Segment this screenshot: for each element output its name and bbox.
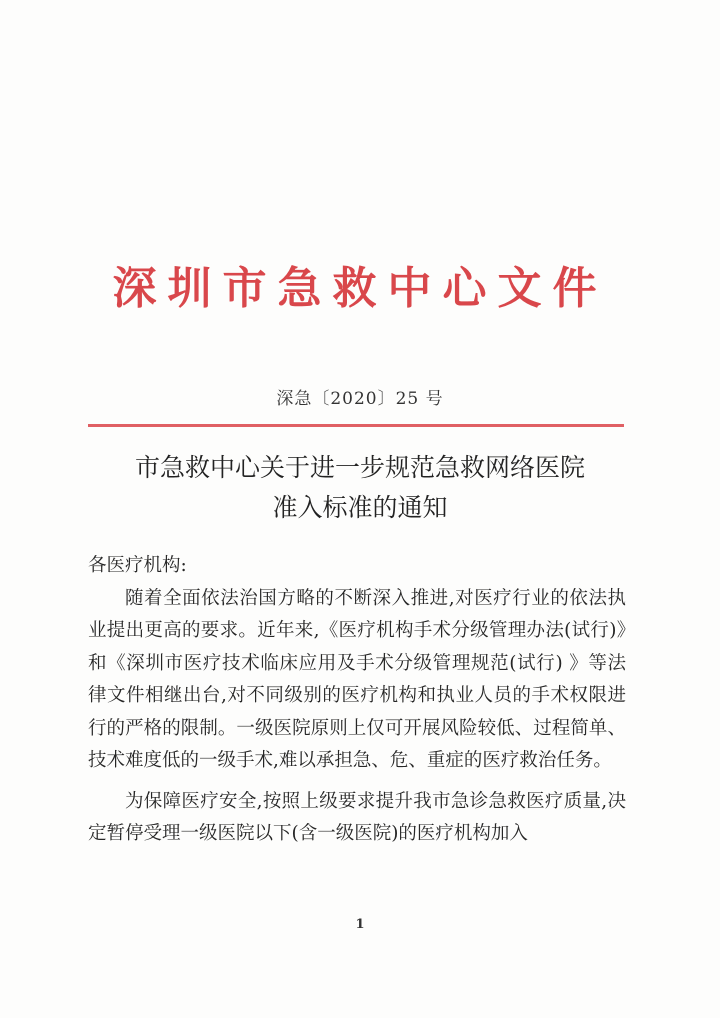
body-paragraph-1: 随着全面依法治国方略的不断深入推进,对医疗行业的依法执业提出更高的要求。近年来,《医疗机构手术分级管理办法(试行)》和《深圳市医疗技术临床应用及手术分级管理规范(试行) 》等法律文件相继出台,对不同级别的医疗机构和执业人员的手术权限进行的严格的限制。一级医院原则上仅可开展风险较低、过程简单、技术难度低的一级手术,难以承担急、危、重症的医疗救治任务。: [88, 587, 626, 771]
document-number: 深急〔2020〕25 号: [276, 389, 444, 409]
page-number: 1: [355, 917, 365, 932]
title-line-1: 市急救中心关于进一步规范急救网络医院: [134, 453, 585, 482]
issuer-red-header: 深圳市急救中心文件: [112, 263, 608, 314]
document-title: [0, 448, 720, 528]
document-body: [88, 550, 626, 851]
title-line-2: 准入标准的通知: [272, 493, 448, 522]
red-separator-line: [88, 424, 624, 427]
body-paragraph-2: 为保障医疗安全,按照上级要求提升我市急诊急救医疗质量,决定暂停受理一级医院以下(含一级医院)的医疗机构加入: [88, 790, 626, 844]
salutation: 各医疗机构:: [88, 555, 187, 576]
